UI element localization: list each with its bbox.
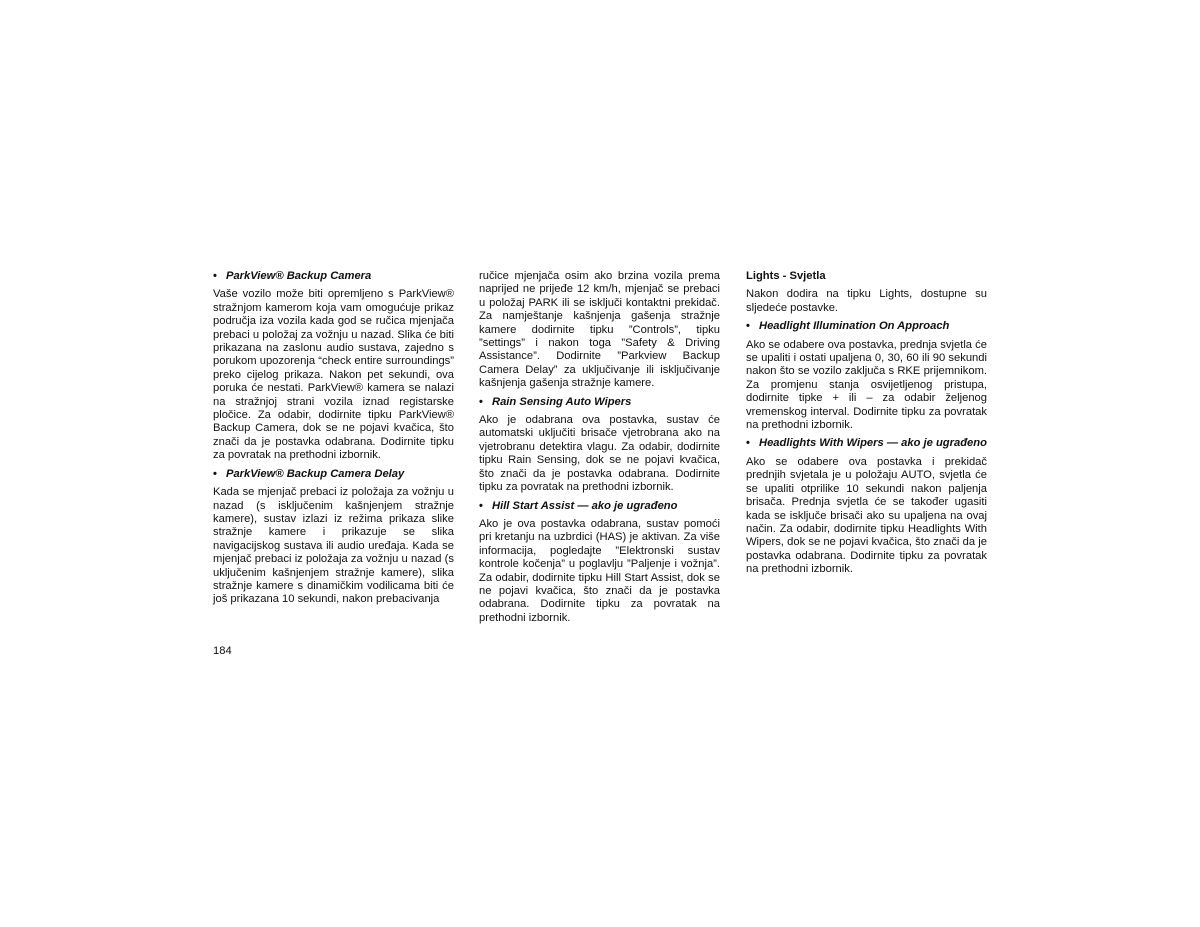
bullet-icon: •	[479, 499, 483, 512]
body-paragraph: Ako je ova postavka odabrana, sustav pomoći pri kretanju na uzbrdici (HAS) je aktivan. Za više informacija, pogledajte ”Elektronski sustav kontrole kočenja” u poglavlju ”Paljenje i vožnja”. Za odabir, dodirnite tipku Hill Start Assist, dok se ne pojavi kvačica, što znači da je postavka odabrana. Dodirnite tipku za povratak na prethodni izbornik.	[479, 517, 720, 624]
body-paragraph: Nakon dodira na tipku Lights, dostupne su sljedeće postavke.	[746, 288, 987, 314]
setting-heading-text: Hill Start Assist — ako je ugrađeno	[492, 499, 678, 512]
setting-heading	[213, 468, 454, 481]
setting-heading	[746, 437, 987, 450]
bullet-icon: •	[213, 270, 217, 282]
text-column-3	[746, 270, 987, 582]
bullet-icon: •	[746, 320, 750, 333]
section-heading: Lights - Svjetla	[746, 270, 826, 282]
body-paragraph: Ako se odabere ova postavka i prekidač prednjih svjetala je u položaju AUTO, svjetla će se upaliti otprilike 10 sekundi nakon paljenja brisača. Prednja svjetla će se također ugasiti kada se isključe brisači ako su upaljena na ovaj način. Za odabir, dodirnite tipku Headlights With Wipers, dok se ne pojavi kvačica, što znači da je postavka odabrana. Dodirnite tipku za povratak na prethodni izbornik.	[746, 455, 987, 576]
setting-heading	[213, 270, 454, 283]
bullet-icon: •	[479, 395, 483, 408]
bullet-icon: •	[213, 467, 217, 480]
body-paragraph: Vaše vozilo može biti opremljeno s ParkView® stražnjom kamerom koja vam omogućuje prikaz područja iza vozila kada god se ručica mjenjača prebaci u položaj za vožnju u nazad. Slika će biti prikazana na zaslonu audio sustava, zajedno s porukom upozorenja “check entire surroundings” preko cijelog prikaza. Nakon pet sekundi, ova poruka će nestati. ParkView® kamera se nalazi na stražnjoj strani vozila iznad registarske pločice. Za odabir, dodirnite tipku ParkView® Backup Camera, dok se ne pojavi kvačica, što znači da je postavka odabrana. Dodirnite tipku za povratak na prethodni izbornik.	[213, 288, 454, 462]
setting-heading-text: Headlights With Wipers — ako je ugrađeno	[759, 437, 987, 450]
setting-heading	[479, 396, 720, 409]
setting-heading-text: ParkView® Backup Camera	[226, 270, 372, 282]
page-number: 184	[213, 645, 232, 657]
text-column-1	[213, 270, 454, 612]
text-column-2	[479, 270, 720, 630]
setting-heading-text: ParkView® Backup Camera Delay	[226, 467, 405, 480]
setting-heading-text: Headlight Illumination On Approach	[759, 320, 950, 333]
body-paragraph: Kada se mjenjač prebaci iz položaja za vožnju u nazad (s isključenim kašnjenjem stražnje kamere), sustav izlazi iz režima prikaza slike stražnje kamere i prikazuje se slika navigacijskog sustava ili audio uređaja. Kada se mjenjač prebaci iz položaja za vožnju u nazad (s uključenim kašnjenjem stražnje kamere), slika stražnje kamere s dinamičkim vodilicama biti će još prikazana 10 sekundi, nakon prebacivanja	[213, 486, 454, 606]
setting-heading	[746, 320, 987, 333]
bullet-icon: •	[746, 437, 750, 450]
body-paragraph: Ako je odabrana ova postavka, sustav će automatski uključiti brisače vjetrobrana ako na vjetrobranu detektira vlagu. Za odabir, dodirnite tipku Rain Sensing, dok se ne pojavi kvačica, što znači da je postavka odabrana. Dodirnite tipku za povratak na prethodni izbornik.	[479, 414, 720, 494]
setting-heading-text: Rain Sensing Auto Wipers	[492, 395, 632, 408]
body-paragraph: Ako se odabere ova postavka, prednja svjetla će se upaliti i ostati upaljena 0, 30, 60 ili 90 sekundi nakon što se vozilo zaključa s RKE prijemnikom. Za promjenu stanja osvijetljenog pristupa, dodirnite tipke + ili – za odabir željenog vremenskog interval. Dodirnite tipku za povratak na prethodni izbornik.	[746, 338, 987, 432]
setting-heading	[479, 500, 720, 513]
body-paragraph: ručice mjenjača osim ako brzina vozila prema naprijed ne prijeđe 12 km/h, mjenjač se prebaci u položaj PARK ili se isključi kontaktni prekidač. Za namještanje kašnjenja gašenja stražnje kamere dodirnite tipku ”Controls”, tipku ”settings” i nakon toga ”Safety & Driving Assistance”. Dodirnite ”Parkview Backup Camera Delay” za uključivanje ili isključivanje kašnjenja gašenja stražnje kamere.	[479, 270, 720, 390]
